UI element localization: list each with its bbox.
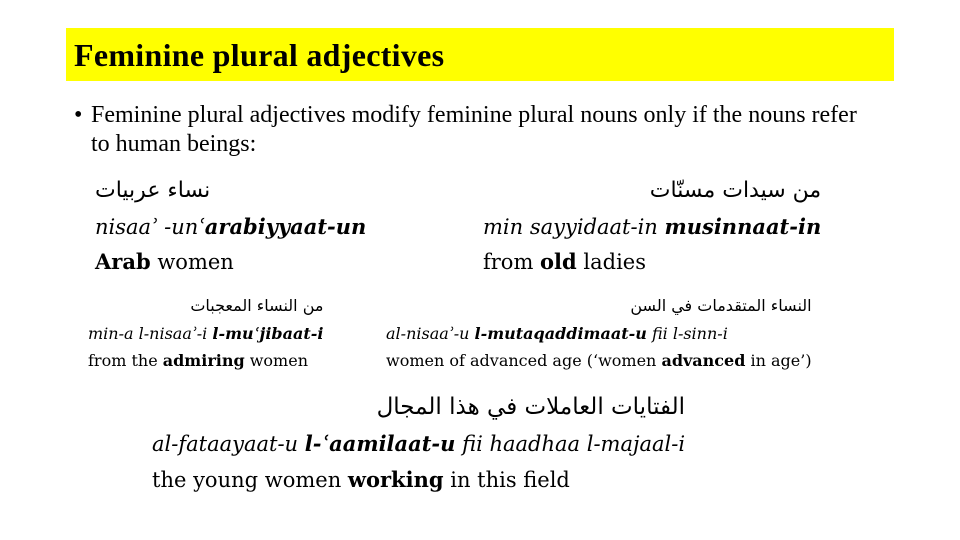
translit-adjective: l-mutaqaddimaat-u (474, 324, 647, 343)
example-english (88, 351, 323, 371)
english-rest: ladies (576, 250, 646, 274)
translit-plain: al-fataayaat-u (152, 432, 305, 456)
english-adjective: old (540, 249, 577, 274)
english-adjective: advanced (661, 351, 746, 370)
example-arabic: من النساء المعجبات (190, 296, 324, 315)
english-rest: women (244, 351, 308, 370)
english-plain: women of advanced age (‘women (386, 351, 662, 370)
slide-title: Feminine plural adjectives (74, 37, 445, 73)
example-arabic: نساء عربيات (95, 178, 211, 203)
english-plain: the young women (152, 468, 348, 492)
example-admiring-women (88, 296, 323, 371)
example-working-women (152, 393, 685, 494)
english-rest: in age’) (745, 351, 812, 370)
example-arabic: من سيدات مسنّات (649, 178, 822, 203)
translit-rest: fii l-sinn-i (646, 324, 728, 343)
english-adjective: admiring (162, 351, 245, 370)
example-transliteration (386, 324, 812, 344)
example-arabic: الفتايات العاملات في هذا المجال (376, 394, 686, 420)
english-plain: from (483, 250, 541, 274)
translit-plain: min sayyidaat-in (483, 215, 665, 239)
example-arab-women (95, 177, 366, 276)
translit-adjective: arabiyyaat-un (204, 214, 367, 239)
example-english (95, 248, 366, 276)
bullet-text: Feminine plural adjectives modify feminine plural nouns only if the nouns refer to human beings: (91, 102, 857, 157)
title-banner (66, 28, 894, 81)
english-adjective: working (347, 467, 444, 492)
english-adjective: Arab (95, 249, 151, 274)
translit-plain: nisaaʾ -unʿ (95, 215, 205, 239)
translit-plain: al-nisaaʾ-u (386, 324, 475, 343)
translit-plain: min-a l-nisaaʾ-i (88, 324, 213, 343)
example-english (483, 248, 821, 276)
bullet-marker: • (74, 102, 83, 128)
translit-rest: fii haadhaa l-majaal-i (455, 432, 686, 456)
bullet-point (74, 101, 874, 159)
example-transliteration (88, 324, 323, 344)
translit-adjective: musinnaat-in (664, 214, 822, 239)
example-advanced-age (386, 296, 812, 371)
example-transliteration (95, 213, 366, 241)
english-rest: women (150, 250, 234, 274)
example-old-ladies (483, 177, 821, 276)
translit-adjective: l-muʿjibaat-i (212, 324, 324, 343)
example-english (386, 351, 812, 371)
example-arabic: النساء المتقدمات في السن (630, 296, 812, 315)
english-plain: from the (88, 351, 163, 370)
english-rest: in this field (443, 468, 570, 492)
translit-adjective: l-ʿaamilaat-u (304, 431, 456, 456)
example-transliteration (152, 430, 685, 458)
example-english (152, 466, 685, 494)
example-transliteration (483, 213, 821, 241)
